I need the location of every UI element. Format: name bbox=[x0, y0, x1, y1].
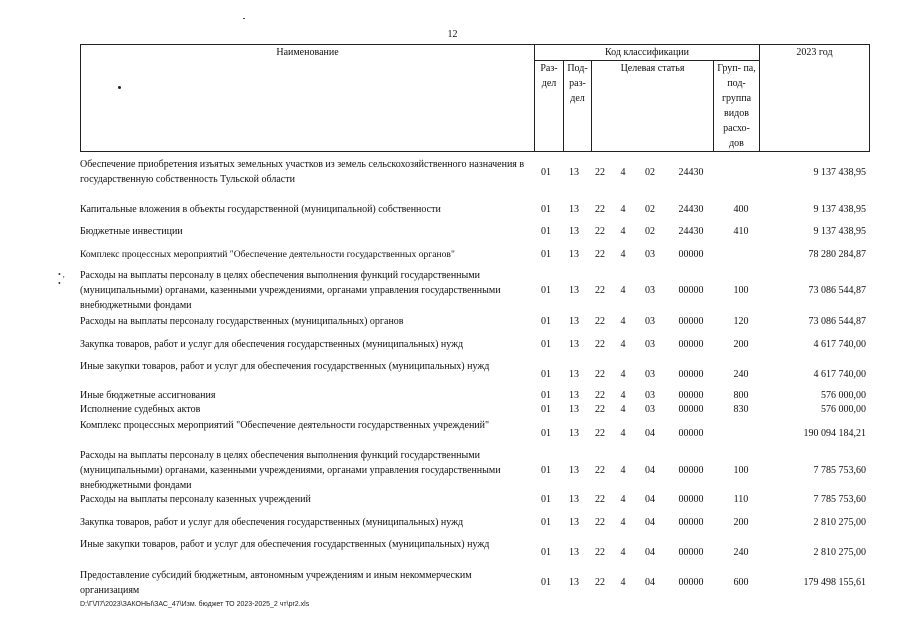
row-target-4: 00000 bbox=[678, 339, 704, 350]
row-target-4: 00000 bbox=[678, 428, 704, 439]
header-code-classification: Код классификации bbox=[535, 45, 760, 61]
row-podrazdel: 13 bbox=[569, 369, 579, 380]
row-target-1: 22 bbox=[595, 249, 605, 260]
row-name: Обеспечение приобретения изъятых земельных участков из земель сельскохозяйственного назначения в государственную собственность Тульской области bbox=[80, 159, 525, 185]
row-name: Комплекс процессных мероприятий "Обеспечение деятельности государственных органов" bbox=[80, 249, 455, 260]
row-target-3: 03 bbox=[645, 339, 655, 350]
row-target-3: 02 bbox=[645, 226, 655, 237]
row-target-4: 24430 bbox=[678, 167, 704, 178]
row-group: 100 bbox=[733, 285, 749, 296]
row-target-1: 22 bbox=[595, 339, 605, 350]
row-amount: 4 617 740,00 bbox=[813, 339, 866, 350]
row-amount: 190 094 184,21 bbox=[803, 428, 866, 439]
row-name: Расходы на выплаты персоналу казенных учреждений bbox=[80, 494, 311, 505]
row-razdel: 01 bbox=[541, 428, 551, 439]
row-target-2: 4 bbox=[620, 517, 626, 528]
row-target-3: 04 bbox=[645, 547, 655, 558]
row-amount: 576 000,00 bbox=[821, 390, 866, 401]
row-razdel: 01 bbox=[541, 577, 551, 588]
row-podrazdel: 13 bbox=[569, 339, 579, 350]
row-amount: 2 810 275,00 bbox=[813, 517, 866, 528]
row-target-2: 4 bbox=[620, 167, 626, 178]
row-target-1: 22 bbox=[595, 465, 605, 476]
row-name: Бюджетные инвестиции bbox=[80, 226, 183, 237]
row-group: 110 bbox=[733, 494, 749, 505]
row-target-4: 00000 bbox=[678, 249, 704, 260]
row-amount: 179 498 155,61 bbox=[803, 577, 866, 588]
row-target-2: 4 bbox=[620, 547, 626, 558]
row-target-1: 22 bbox=[595, 547, 605, 558]
page-number: 12 bbox=[447, 29, 458, 40]
row-target-3: 03 bbox=[645, 285, 655, 296]
row-target-4: 00000 bbox=[678, 465, 704, 476]
row-razdel: 01 bbox=[541, 547, 551, 558]
row-target-3: 04 bbox=[645, 428, 655, 439]
row-target-4: 00000 bbox=[678, 577, 704, 588]
row-group: 410 bbox=[733, 226, 749, 237]
row-group: 100 bbox=[733, 465, 749, 476]
row-target-1: 22 bbox=[595, 390, 605, 401]
row-target-1: 22 bbox=[595, 428, 605, 439]
header-target: Целевая статья bbox=[592, 61, 714, 152]
row-podrazdel: 13 bbox=[569, 428, 579, 439]
row-group: 830 bbox=[733, 404, 749, 415]
row-target-1: 22 bbox=[595, 226, 605, 237]
row-name: Иные закупки товаров, работ и услуг для обеспечения государственных (муниципальных) нужд bbox=[80, 539, 490, 550]
row-group: 120 bbox=[733, 316, 749, 327]
row-target-3: 03 bbox=[645, 249, 655, 260]
row-podrazdel: 13 bbox=[569, 404, 579, 415]
row-amount: 576 000,00 bbox=[821, 404, 866, 415]
row-target-2: 4 bbox=[620, 428, 626, 439]
row-target-3: 04 bbox=[645, 517, 655, 528]
row-target-4: 00000 bbox=[678, 547, 704, 558]
row-target-3: 03 bbox=[645, 316, 655, 327]
row-target-4: 24430 bbox=[678, 204, 704, 215]
row-target-1: 22 bbox=[595, 316, 605, 327]
row-name: Расходы на выплаты персоналу в целях обеспечения выполнения функций государственными (муниципальными) органами, казенными учреждениями, органами управления государственными внебюджетными фондами bbox=[80, 270, 501, 311]
row-target-1: 22 bbox=[595, 204, 605, 215]
row-target-4: 00000 bbox=[678, 369, 704, 380]
row-razdel: 01 bbox=[541, 465, 551, 476]
row-amount: 9 137 438,95 bbox=[813, 226, 866, 237]
row-razdel: 01 bbox=[541, 167, 551, 178]
row-target-4: 00000 bbox=[678, 404, 704, 415]
row-razdel: 01 bbox=[541, 339, 551, 350]
header-razdel: Раз- дел bbox=[535, 61, 564, 152]
row-razdel: 01 bbox=[541, 249, 551, 260]
row-name: Капитальные вложения в объекты государственной (муниципальной) собственности bbox=[80, 204, 441, 215]
row-target-2: 4 bbox=[620, 226, 626, 237]
row-podrazdel: 13 bbox=[569, 390, 579, 401]
row-razdel: 01 bbox=[541, 285, 551, 296]
row-podrazdel: 13 bbox=[569, 226, 579, 237]
row-amount: 7 785 753,60 bbox=[813, 494, 866, 505]
row-amount: 4 617 740,00 bbox=[813, 369, 866, 380]
row-group: 240 bbox=[733, 547, 749, 558]
row-name: Закупка товаров, работ и услуг для обеспечения государственных (муниципальных) нужд bbox=[80, 517, 464, 528]
row-target-3: 03 bbox=[645, 369, 655, 380]
row-amount: 2 810 275,00 bbox=[813, 547, 866, 558]
row-target-2: 4 bbox=[620, 390, 626, 401]
row-target-1: 22 bbox=[595, 285, 605, 296]
row-target-3: 02 bbox=[645, 167, 655, 178]
row-group: 200 bbox=[733, 517, 749, 528]
row-target-1: 22 bbox=[595, 577, 605, 588]
row-target-3: 03 bbox=[645, 390, 655, 401]
row-podrazdel: 13 bbox=[569, 316, 579, 327]
row-razdel: 01 bbox=[541, 390, 551, 401]
row-target-2: 4 bbox=[620, 369, 626, 380]
row-target-1: 22 bbox=[595, 494, 605, 505]
row-amount: 9 137 438,95 bbox=[813, 204, 866, 215]
row-podrazdel: 13 bbox=[569, 249, 579, 260]
row-name: Иные закупки товаров, работ и услуг для обеспечения государственных (муниципальных) нужд bbox=[80, 361, 490, 372]
row-target-3: 02 bbox=[645, 204, 655, 215]
row-target-2: 4 bbox=[620, 249, 626, 260]
header-group: Груп- па, под- группа видов расхо- дов bbox=[714, 61, 760, 152]
row-target-4: 00000 bbox=[678, 316, 704, 327]
table-row bbox=[80, 157, 870, 187]
row-target-2: 4 bbox=[620, 204, 626, 215]
row-group: 400 bbox=[733, 204, 749, 215]
row-target-2: 4 bbox=[620, 285, 626, 296]
row-target-1: 22 bbox=[595, 167, 605, 178]
row-name: Расходы на выплаты персоналу в целях обеспечения выполнения функций государственными (муниципальными) органами, казенными учреждениями, органами управления государственными внебюджетными фондами bbox=[80, 450, 501, 491]
row-amount: 73 086 544,87 bbox=[808, 316, 866, 327]
row-target-3: 04 bbox=[645, 465, 655, 476]
header-year: 2023 год bbox=[760, 45, 870, 152]
row-target-3: 03 bbox=[645, 404, 655, 415]
row-name: Исполнение судебных актов bbox=[80, 404, 201, 415]
row-name: Иные бюджетные ассигнования bbox=[80, 390, 216, 401]
row-target-1: 22 bbox=[595, 517, 605, 528]
row-razdel: 01 bbox=[541, 369, 551, 380]
row-target-2: 4 bbox=[620, 339, 626, 350]
file-path-footer: D:\Г\Л7\2023\ЗАКОНЫ\ЗАС_47\Изм. бюджет ТО 2023-2025_2 чт\pr2.xls bbox=[80, 601, 310, 608]
row-podrazdel: 13 bbox=[569, 465, 579, 476]
row-target-2: 4 bbox=[620, 494, 626, 505]
row-razdel: 01 bbox=[541, 204, 551, 215]
row-target-1: 22 bbox=[595, 404, 605, 415]
row-group: 800 bbox=[733, 390, 749, 401]
row-amount: 73 086 544,87 bbox=[808, 285, 866, 296]
row-podrazdel: 13 bbox=[569, 547, 579, 558]
row-name: Предоставление субсидий бюджетным, автономным учреждениям и иным некоммерческим организациям bbox=[80, 570, 472, 596]
row-name: Расходы на выплаты персоналу государственных (муниципальных) органов bbox=[80, 316, 404, 327]
row-amount: 78 280 284,87 bbox=[808, 249, 866, 260]
row-target-3: 04 bbox=[645, 494, 655, 505]
row-group: 600 bbox=[733, 577, 749, 588]
row-target-4: 00000 bbox=[678, 517, 704, 528]
row-target-2: 4 bbox=[620, 577, 626, 588]
row-razdel: 01 bbox=[541, 316, 551, 327]
row-podrazdel: 13 bbox=[569, 285, 579, 296]
row-razdel: 01 bbox=[541, 404, 551, 415]
row-target-2: 4 bbox=[620, 465, 626, 476]
row-target-2: 4 bbox=[620, 404, 626, 415]
row-name: Комплекс процессных мероприятий "Обеспечение деятельности государственных учреждений" bbox=[80, 420, 490, 431]
row-name: Закупка товаров, работ и услуг для обеспечения государственных (муниципальных) нужд bbox=[80, 339, 464, 350]
row-podrazdel: 13 bbox=[569, 577, 579, 588]
header-name: Наименование bbox=[81, 45, 535, 152]
row-podrazdel: 13 bbox=[569, 517, 579, 528]
margin-mark: • , • bbox=[58, 270, 65, 288]
row-razdel: 01 bbox=[541, 517, 551, 528]
row-group: 240 bbox=[733, 369, 749, 380]
row-razdel: 01 bbox=[541, 226, 551, 237]
row-target-1: 22 bbox=[595, 369, 605, 380]
row-podrazdel: 13 bbox=[569, 494, 579, 505]
header-podrazdel: Под- раз- дел bbox=[564, 61, 592, 152]
row-target-4: 00000 bbox=[678, 494, 704, 505]
row-group: 200 bbox=[733, 339, 749, 350]
row-amount: 7 785 753,60 bbox=[813, 465, 866, 476]
row-target-4: 00000 bbox=[678, 390, 704, 401]
row-podrazdel: 13 bbox=[569, 204, 579, 215]
row-razdel: 01 bbox=[541, 494, 551, 505]
row-target-4: 00000 bbox=[678, 285, 704, 296]
row-podrazdel: 13 bbox=[569, 167, 579, 178]
row-amount: 9 137 438,95 bbox=[813, 167, 866, 178]
row-target-3: 04 bbox=[645, 577, 655, 588]
row-target-2: 4 bbox=[620, 316, 626, 327]
row-target-4: 24430 bbox=[678, 226, 704, 237]
